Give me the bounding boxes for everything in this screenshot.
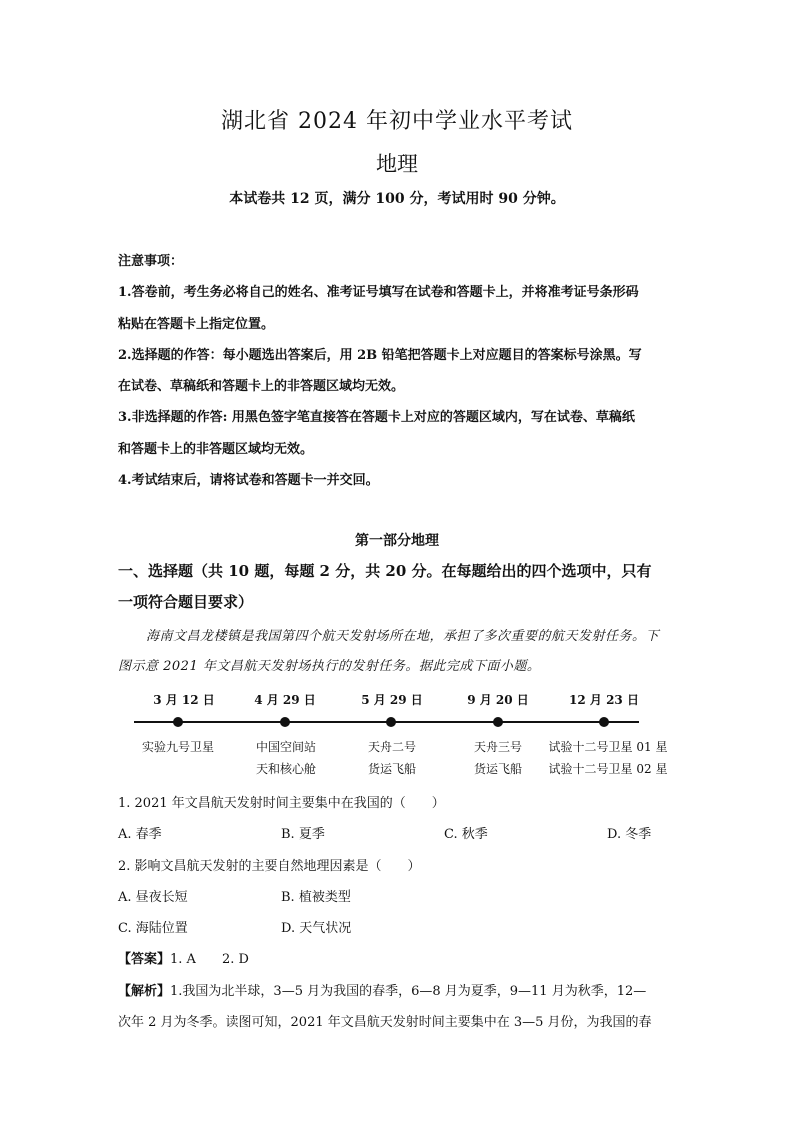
passage-line2: 图示意 2021 年文昌航天发射场执行的发射任务。据此完成下面小题。: [118, 659, 541, 674]
analysis-text: 1.我国为北半球，3—5 月为我国的春季，6—8 月为夏季，9—11 月为秋季，12—: [170, 984, 647, 999]
timeline-label: 天舟三号: [473, 740, 523, 754]
answer-label: 【答案】: [118, 952, 171, 967]
exam-title: 湖北省 2024 年初中学业水平考试: [221, 109, 573, 134]
timeline-label: 试验十二号卫星 02 星: [548, 762, 668, 776]
question-2-option-a[interactable]: A. 昼夜长短: [118, 890, 188, 905]
launch-timeline: [0, 686, 794, 786]
notes-heading: 注意事项：: [118, 254, 184, 269]
timeline-label: 实验九号卫星: [141, 740, 215, 754]
exam-info: 本试卷共 12 页，满分 100 分，考试用时 90 分钟。: [229, 191, 565, 207]
question-2-option-c[interactable]: C. 海陆位置: [118, 921, 188, 936]
answer-text: 1. A 2. D: [170, 952, 249, 967]
passage-line1: 海南文昌龙楼镇是我国第四个航天发射场所在地，承担了多次重要的航天发射任务。下: [146, 629, 660, 644]
answer-line: [118, 948, 249, 967]
timeline-label: 货运飞船: [473, 762, 523, 776]
notes-line: 2.选择题的作答：每小题选出答案后，用 2B 铅笔把答题卡上对应题目的答案标号涂黑。写: [118, 348, 642, 363]
part-heading-line1: 一、选择题（共 10 题，每题 2 分，共 20 分。在每题给出的四个选项中，只有: [118, 562, 652, 580]
analysis-line1: [118, 980, 646, 999]
question-1-stem: 1. 2021 年文昌航天发射时间主要集中在我国的（ ）: [118, 796, 445, 811]
timeline-dot: [599, 717, 609, 727]
timeline-dot: [173, 717, 183, 727]
timeline-label: 天舟二号: [367, 740, 417, 754]
timeline-date: 3 月 12 日: [153, 693, 215, 707]
question-1-option-c[interactable]: C. 秋季: [444, 827, 488, 842]
question-2-option-b[interactable]: B. 植被类型: [281, 890, 351, 905]
timeline-label: 试验十二号卫星 01 星: [548, 740, 668, 754]
notes-line: 在试卷、草稿纸和答题卡上的非答题区域均无效。: [118, 379, 405, 394]
question-1-option-a[interactable]: A. 春季: [118, 827, 162, 842]
notes-line: 和答题卡上的非答题区域均无效。: [118, 442, 314, 457]
timeline-label: 中国空间站: [255, 740, 317, 754]
timeline-dot: [493, 717, 503, 727]
question-2-option-d[interactable]: D. 天气状况: [281, 921, 352, 936]
timeline-date: 12 月 23 日: [569, 693, 639, 707]
section-title: 第一部分地理: [355, 533, 439, 549]
timeline-date: 4 月 29 日: [254, 693, 316, 707]
analysis-line2: 次年 2 月为冬季。读图可知，2021 年文昌航天发射时间主要集中在 3—5 月份，为我国的春: [118, 1015, 652, 1030]
timeline-dot: [386, 717, 396, 727]
timeline-dot: [280, 717, 290, 727]
part-heading-line2: 一项符合题目要求）: [118, 593, 254, 611]
notes-line: 3.非选择题的作答: 用黑色签字笔直接答在答题卡上对应的答题区域内，写在试卷、草稿纸: [118, 410, 635, 425]
timeline-label: 货运飞船: [367, 762, 417, 776]
question-2-stem: 2. 影响文昌航天发射的主要自然地理因素是（ ）: [118, 859, 421, 874]
timeline-date: 5 月 29 日: [361, 693, 423, 707]
timeline-label: 天和核心舱: [255, 762, 317, 776]
subject-title: 地理: [376, 152, 418, 176]
analysis-label: 【解析】: [118, 984, 171, 999]
notes-line: 粘贴在答题卡上指定位置。: [118, 317, 275, 332]
notes-line: 1.答卷前，考生务必将自己的姓名、准考证号填写在试卷和答题卡上，并将准考证号条形码: [118, 285, 639, 300]
notes-line: 4.考试结束后，请将试卷和答题卡一并交回。: [118, 473, 379, 488]
question-1-option-d[interactable]: D. 冬季: [607, 827, 652, 842]
question-1-option-b[interactable]: B. 夏季: [281, 827, 325, 842]
timeline-date: 9 月 20 日: [467, 693, 529, 707]
